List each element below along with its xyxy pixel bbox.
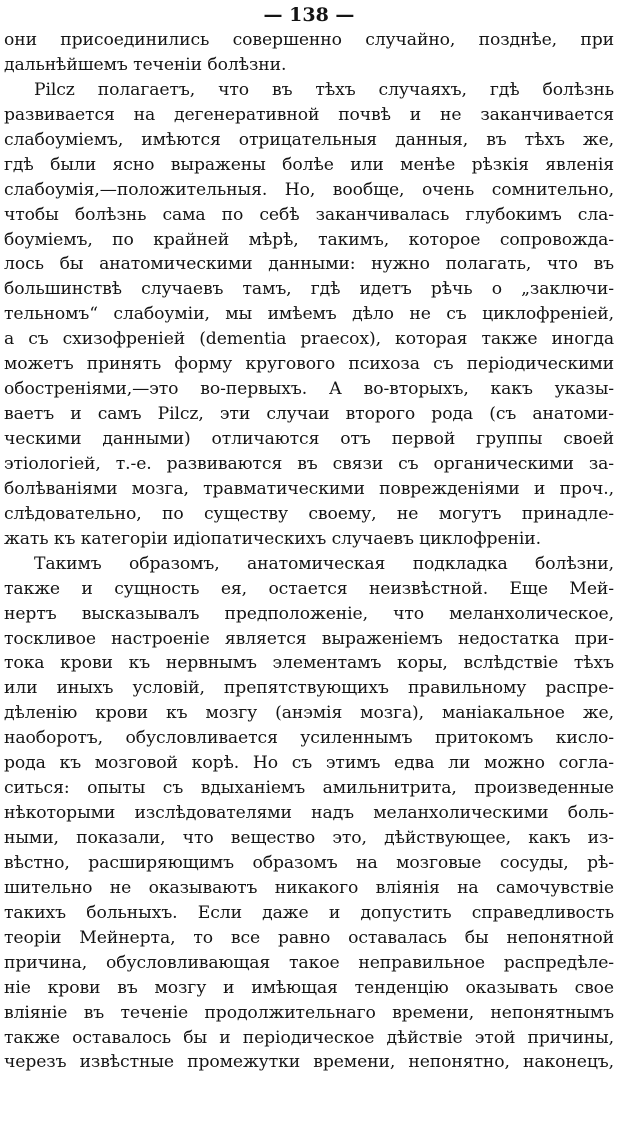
- text-line: а съ схизофреніей (dementia praecox), которая также иногда: [4, 329, 614, 350]
- text-line: слабоуміемъ, имѣются отрицательныя данныя, въ тѣхъ же,: [4, 129, 614, 150]
- text-line: вѣстно, расширяющимъ образомъ на мозговые сосуды, рѣ-: [4, 852, 614, 873]
- text-line: рода къ мозговой корѣ. Но съ этимъ едва ли можно согла-: [4, 753, 614, 774]
- text-line: ческими данными) отличаются отъ первой группы своей: [4, 429, 614, 449]
- text-line: черезъ извѣстные промежутки времени, непонятно, наконецъ,: [4, 1052, 614, 1073]
- text-line: Такимъ образомъ, анатомическая подкладка болѣзни,: [34, 553, 614, 574]
- text-line: также оставалось бы и періодическое дѣйствіе этой причины,: [4, 1027, 614, 1048]
- text-line: теоріи Мейнерта, то все равно оставалась бы непонятной: [4, 927, 614, 948]
- paragraph: [4, 28, 614, 78]
- text-line: ными, показали, что вещество это, дѣйствующее, какъ из-: [4, 828, 614, 848]
- text-line: можетъ принять форму кругового психоза съ періодическими: [4, 354, 614, 375]
- text-line: лось бы анатомическими данными: нужно полагать, что въ: [4, 254, 614, 275]
- text-line: этіологіей, т.-е. развиваются въ связи съ органическими за-: [4, 453, 614, 474]
- text-line: тока крови къ нервнымъ элементамъ коры, вслѣдствіе тѣхъ: [4, 653, 614, 674]
- text-line: ситься: опыты съ вдыханіемъ амильнитрита, произведенные: [4, 778, 614, 799]
- text-line: они присоединились совершенно случайно, позднѣе, при: [4, 30, 614, 50]
- text-line: чтобы болѣзнь сама по себѣ заканчивалась глубокимъ сла-: [4, 204, 614, 225]
- text-line: большинствѣ случаевъ тамъ, гдѣ идетъ рѣчь о „заключи-: [4, 279, 614, 300]
- text-line: болѣваніями мозга, травматическими поврежденіями и проч.,: [4, 478, 614, 499]
- text-line: ваетъ и самъ Pilcz, эти случаи второго рода (съ анатоми-: [4, 404, 614, 425]
- text-line: нертъ высказывалъ предположеніе, что меланхолическое,: [4, 603, 614, 624]
- text-line: Pilcz полагаетъ, что въ тѣхъ случаяхъ, гдѣ болѣзнь: [34, 79, 614, 100]
- text-line: тельномъ“ слабоуміи, мы имѣемъ дѣло не съ циклофреніей,: [4, 304, 614, 325]
- text-body: [4, 28, 614, 1075]
- text-line: гдѣ были ясно выражены болѣе или менѣе рѣзкія явленія: [4, 154, 614, 175]
- text-line: ніе крови въ мозгу и имѣющая тенденцію оказывать свое: [4, 977, 614, 998]
- text-line: обостреніями,—это во-первыхъ. А во-вторыхъ, какъ указы-: [4, 379, 614, 400]
- text-line: тоскливое настроеніе является выраженіемъ недостатка при-: [4, 628, 614, 649]
- text-line: слабоумія,—положительныя. Но, вообще, очень сомнительно,: [4, 179, 614, 200]
- text-line: дальнѣйшемъ теченіи болѣзни.: [4, 54, 287, 75]
- text-line: такихъ больныхъ. Если даже и допустить справедливость: [4, 902, 614, 923]
- text-line: развивается на дегенеративной почвѣ и не заканчивается: [4, 104, 614, 125]
- text-line: слѣдовательно, по существу своему, не могутъ принадле-: [4, 503, 614, 524]
- text-line: боуміемъ, по крайней мѣрѣ, такимъ, которое сопровожда-: [4, 229, 614, 250]
- page-number: — 138 —: [263, 4, 355, 26]
- text-line: наоборотъ, обусловливается усиленнымъ притокомъ кисло-: [4, 728, 614, 749]
- paragraph: [4, 78, 614, 552]
- text-line: нѣкоторыми изслѣдователями надъ меланхолическими боль-: [4, 803, 614, 824]
- text-line: дѣленію крови къ мозгу (анэмія мозга), маніакальное же,: [4, 703, 614, 724]
- text-line: шительно не оказываютъ никакого вліянія на самочувствіе: [4, 877, 614, 898]
- text-line: вліяніе въ теченіе продолжительнаго времени, непонятнымъ: [4, 1002, 614, 1023]
- text-line: или иныхъ условій, препятствующихъ правильному распре-: [4, 678, 614, 699]
- text-line: причина, обусловливающая такое неправильное распредѣле-: [4, 952, 614, 973]
- text-line: жать къ категоріи идіопатическихъ случаевъ циклофреніи.: [4, 528, 541, 549]
- text-line: также и сущность ея, остается неизвѣстной. Еще Мей-: [4, 578, 614, 599]
- paragraph: [4, 552, 614, 1076]
